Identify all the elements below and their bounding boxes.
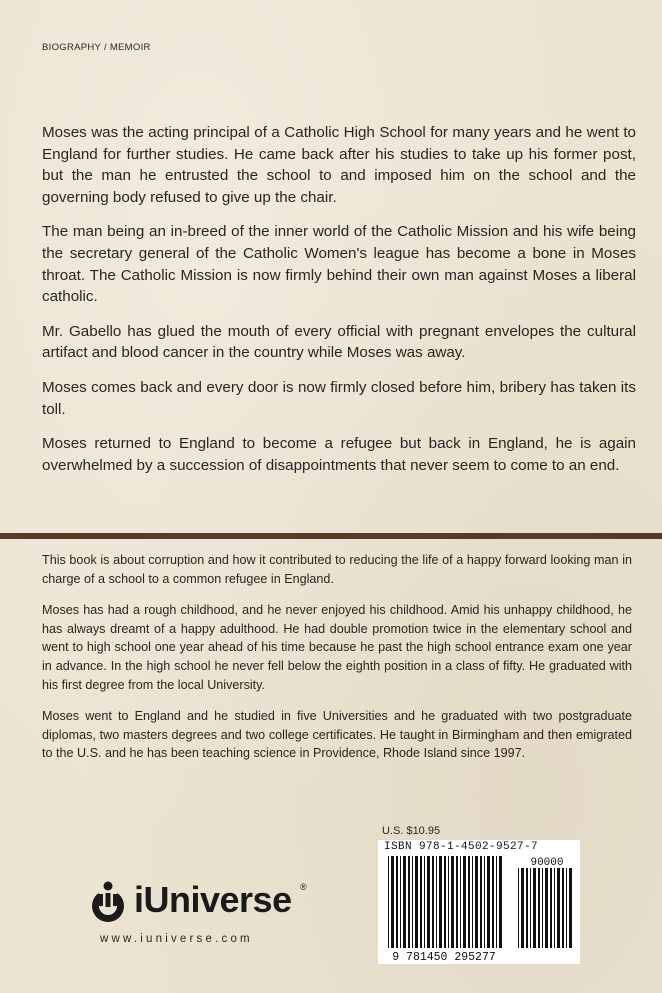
barcode-bar xyxy=(432,856,434,948)
synopsis-lower xyxy=(42,551,632,776)
publisher-logo xyxy=(88,874,318,936)
barcode-bar xyxy=(530,868,531,948)
barcode-bar xyxy=(518,868,519,948)
barcode-bar xyxy=(562,868,564,948)
barcode-bar xyxy=(480,856,482,948)
barcode-bar xyxy=(424,856,425,948)
iuniverse-logo-icon xyxy=(88,880,128,924)
barcode-bar xyxy=(415,856,418,948)
synopsis-paragraph: Moses has had a rough childhood, and he never enjoyed his childhood. Amid his unhappy childhood, he has always dreamt of a happy adulthood. He had double promotion twice in the elementary school and went to high school one year ahead of his time because he past the high school entrance exam one year in advance. In the high school he never fell below the eighth position in a class of fifty. He graduated with his first degree from the local University. xyxy=(42,603,632,692)
isbn-label: ISBN 978-1-4502-9527-7 xyxy=(384,841,539,853)
barcode-bar xyxy=(420,856,422,948)
synopsis-upper xyxy=(42,122,636,489)
barcode-bar xyxy=(521,868,524,948)
section-divider xyxy=(0,533,662,539)
barcode-bar xyxy=(533,868,536,948)
synopsis-paragraph: Mr. Gabello has glued the mouth of every official with pregnant envelopes the cultural artifact and blood cancer in the country while Moses was away. xyxy=(42,322,636,362)
barcode-bar xyxy=(487,856,490,948)
barcode-bar xyxy=(468,856,470,948)
synopsis-paragraph: The man being an in-breed of the inner world of the Catholic Mission and his wife being the secretary general of the Catholic Women's league has become a bone in Moses throat. The Catholic Mission is now firmly behind their own man against Moses a liberal catholic. xyxy=(42,223,636,306)
barcode-bar xyxy=(460,856,461,948)
barcode-bar xyxy=(545,868,548,948)
barcode-bar xyxy=(496,856,497,948)
barcode-bar xyxy=(472,856,473,948)
barcode-bar xyxy=(542,868,543,948)
barcode-bar xyxy=(448,856,449,948)
barcode-bar xyxy=(554,868,555,948)
barcode-bar xyxy=(391,856,394,948)
synopsis-paragraph: Moses returned to England to become a refugee but back in England, he is again overwhelmed by a succession of disappointments that never seem to come to an end. xyxy=(42,435,636,474)
barcode-bar xyxy=(439,856,442,948)
barcode-bar xyxy=(475,856,478,948)
category-label: BIOGRAPHY / MEMOIR xyxy=(42,42,151,53)
barcode-bar xyxy=(412,856,413,948)
barcode-bar xyxy=(451,856,454,948)
barcode-bar xyxy=(499,856,502,948)
barcode-bar xyxy=(484,856,485,948)
barcode-bar xyxy=(550,868,552,948)
publisher-name: iUniverse xyxy=(134,879,292,920)
barcode-bar xyxy=(538,868,540,948)
ean-digits: 9 781450 295277 xyxy=(392,951,496,962)
barcode-bar xyxy=(566,868,567,948)
registered-mark: ® xyxy=(300,882,307,892)
barcode-bar xyxy=(444,856,446,948)
synopsis-paragraph: Moses was the acting principal of a Catholic High School for many years and he went to England for further studies. He came back after his studies to take up his former post, but the man he entrusted the school to and imposed him on the school and the governing body refused to give up the chair. xyxy=(42,124,636,206)
ean-bars xyxy=(388,856,502,948)
price-label: U.S. $10.95 xyxy=(382,825,441,837)
barcode-bar xyxy=(403,856,406,948)
barcode-bar xyxy=(436,856,437,948)
synopsis-paragraph: Moses comes back and every door is now firmly closed before him, bribery has taken its toll. xyxy=(42,378,636,418)
barcode-bar xyxy=(408,856,410,948)
barcode-bar xyxy=(569,868,572,948)
barcode-bar xyxy=(400,856,401,948)
barcode-bar xyxy=(463,856,466,948)
barcode-bar xyxy=(396,856,398,948)
barcode xyxy=(378,840,580,964)
barcode-graphic xyxy=(382,854,576,962)
synopsis-paragraph: Moses went to England and he studied in five Universities and he graduated with two postgraduate diplomas, two masters degrees and two college certificates. He taught in Birmingham and then emigrated to the U.S. and he has been teaching science in Providence, Rhode Island since 1997. xyxy=(42,709,632,761)
barcode-bar xyxy=(557,868,560,948)
barcode-bar xyxy=(427,856,430,948)
barcode-bar xyxy=(388,856,389,948)
barcode-bar xyxy=(526,868,528,948)
publisher-website: www.iuniverse.com xyxy=(100,933,253,945)
addon-digits: 90000 xyxy=(530,857,564,869)
barcode-bar xyxy=(492,856,494,948)
barcode-bar xyxy=(456,856,458,948)
addon-bars xyxy=(518,868,572,948)
synopsis-paragraph: This book is about corruption and how it contributed to reducing the life of a happy forward looking man in charge of a school to a common refugee in England. xyxy=(42,553,632,586)
